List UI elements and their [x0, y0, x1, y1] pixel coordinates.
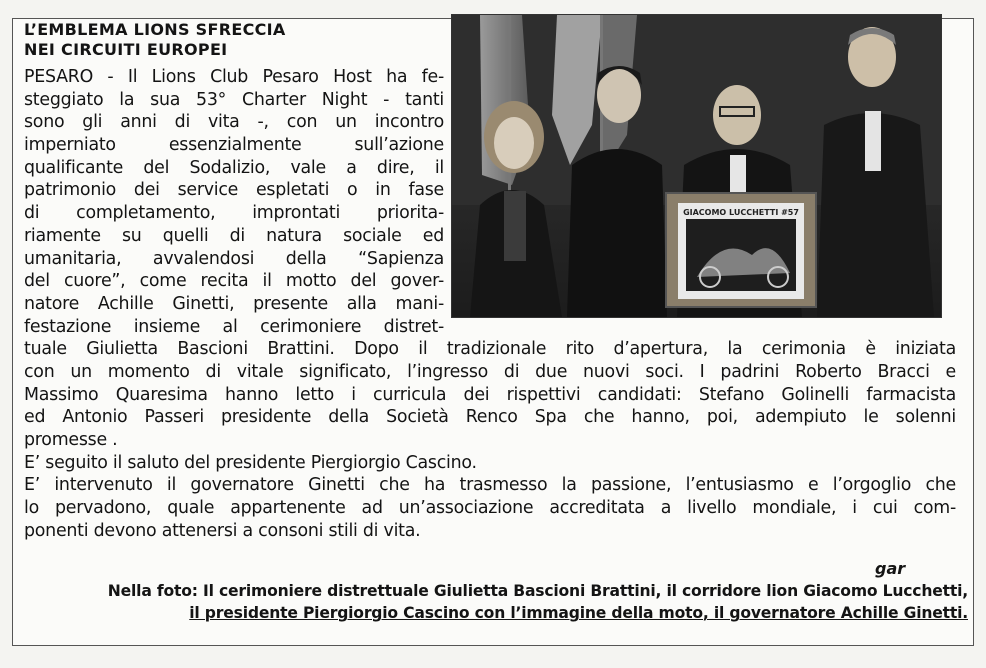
body-line: PESARO - Il Lions Club Pesaro Host ha fe- [24, 67, 444, 87]
body-line: tuale Giulietta Bascioni Brattini. Dopo il tradizionale rito d’apertura, la cerimonia è iniziata [24, 339, 956, 360]
plaque-label: GIACOMO LUCCHETTI #57 [683, 208, 799, 217]
body-line: umanitaria, avvalendosi della “Sapienza [24, 248, 444, 269]
article-headline [24, 20, 286, 60]
wide-column [24, 338, 956, 542]
body-line: promesse . [24, 430, 118, 450]
body-line: imperniato essenzialmente sull’azione [24, 135, 444, 156]
body-line: riamente su quelli di natura sociale ed [24, 225, 444, 246]
body-line: del cuore”, come recita il motto del gover- [24, 271, 444, 292]
body-line: Massimo Quaresima hanno letto i curricula dei rispettivi candidati: Stefano Golinelli farmacista [24, 384, 956, 405]
body-line: festazione insieme al cerimoniere distret- [24, 316, 444, 337]
headline-line-1: L’EMBLEMA LIONS SFRECCIA [24, 20, 286, 39]
body-line: steggiato la sua 53° Charter Night - tanti [24, 89, 444, 110]
headline-line-2: NEI CIRCUITI EUROPEI [24, 40, 228, 59]
body-line: con un momento di vitale significato, l’ingresso di due nuovi soci. I padrini Roberto Bracci e [24, 361, 956, 382]
body-line: E’ intervenuto il governatore Ginetti che ha trasmesso la passione, l’entusiasmo e l’orgoglio che [24, 475, 956, 496]
photo-illustration [452, 15, 941, 317]
body-line: sono gli anni di vita -, con un incontro [24, 112, 444, 133]
body-line: patrimonio dei service espletati o in fase [24, 180, 444, 201]
body-line: ponenti devono attenersi a consoni stili di vita. [24, 520, 421, 541]
motorcycle-plaque [666, 193, 816, 307]
body-line: natore Achille Ginetti, presente alla mani- [24, 293, 444, 314]
body-line: lo pervadono, quale appartenente ad un’associazione accreditata a livello mondiale, i cui com- [24, 498, 956, 519]
body-line: di completamento, improntati priorita- [24, 203, 444, 224]
body-line: qualificante del Sodalizio, vale a dire, il [24, 157, 444, 178]
body-line: E’ seguito il saluto del presidente Piergiorgio Cascino. [24, 452, 477, 473]
narrow-column [24, 66, 444, 338]
author-signature: gar [875, 559, 906, 578]
body-line: ed Antonio Passeri presidente della Società Renco Spa che hanno, poi, adempiuto le solenni [24, 407, 956, 428]
event-photo [451, 14, 942, 318]
caption-line-2: il presidente Piergiorgio Cascino con l’immagine della moto, il governatore Achille Ginetti. [189, 604, 968, 622]
caption-line-1: Nella foto: Il cerimoniere distrettuale Giulietta Bascioni Brattini, il corridore lion Giacomo Lucchetti, [107, 582, 968, 600]
photo-caption [108, 580, 968, 624]
